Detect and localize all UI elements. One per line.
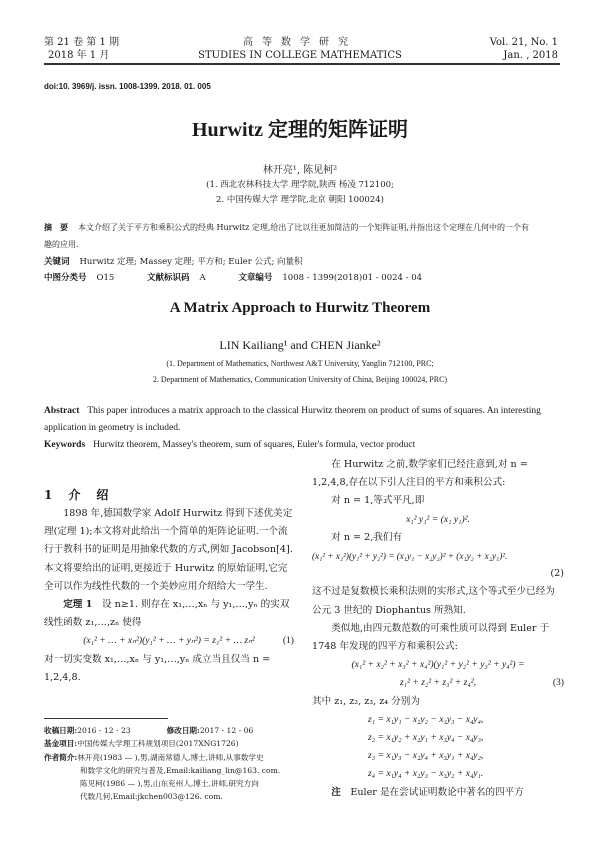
title-en: A Matrix Approach to Hurwitz Theorem <box>169 300 431 316</box>
bio-2a: 陈见柯(1986 — ),男,山东兖州人,博士,讲师,研究方向 <box>80 779 259 789</box>
classification-info <box>44 271 422 283</box>
revised-date: 2017 - 12 - 06 <box>199 726 254 735</box>
z4-equation: z₄ = x₁y₄ + x₂y₃ − x₃y₂ + x₄y₁. <box>368 768 484 780</box>
case-n2-intro: 对 n = 2,我们有 <box>331 531 403 543</box>
footnote-rule <box>44 718 168 719</box>
note-paragraph <box>312 784 564 802</box>
affiliation-1-en: (1. Department of Mathematics, Northwest A&T University, Yanglin 712100, PRC; <box>166 359 434 368</box>
affiliation-1-cn: (1. 西北农林科技大学 理学院,陕西 杨凌 712100; <box>206 180 394 190</box>
bio-2b: 代数几何,Email:jkchen003@126. com. <box>80 792 223 802</box>
bio-1a: 林开亮(1983 — ),男,湖南常德人,博士,讲师,从事数学史 <box>77 752 264 762</box>
date-en: Jan. , 2018 <box>503 50 558 61</box>
left-column <box>44 505 294 687</box>
clc-label: 中图分类号 <box>44 272 87 282</box>
equation-3-number: (3) <box>552 677 564 689</box>
theorem-label: 定理 1 <box>63 599 93 611</box>
abstract-cn-text: 本文介绍了关于平方和乘积公式的经典 Hurwitz 定理,给出了比以往更加简洁的一个矩阵证明,并指出这个定理在几何中的一个有趣的应用. <box>44 223 529 249</box>
keywords-cn-text: Hurwitz 定理; Massey 定理; 平方和; Euler 公式; 向量积 <box>79 257 303 267</box>
z3-equation: z₃ = x₁y₃ − x₂y₄ + x₃y₁ + x₄y₂, <box>368 750 484 762</box>
article-no-label: 文章编号 <box>238 272 273 282</box>
fund-label: 基金项目: <box>44 739 78 749</box>
title-cn: Hurwitz 定理的矩阵证明 <box>191 119 409 141</box>
doc-code-value: A <box>199 273 206 283</box>
affiliation-2-cn: 2. 中国传媒大学 理学院,北京 朝阳 100024) <box>216 195 384 205</box>
equation-2: (x₁² + x₂²)(y₁² + y₂²) = (x₁y₁ − x₂y₂)² + (x₁y₂ + x₂y₁)². <box>312 551 508 562</box>
journal-name-en: STUDIES IN COLLEGE MATHEMATICS <box>198 50 402 61</box>
affiliations-cn <box>0 178 600 208</box>
abstract-en-block <box>44 403 560 437</box>
affiliation-2-en: 2. Department of Mathematics, Communication University of China, Beijing 100024, PRC) <box>152 375 448 384</box>
doc-code-label: 文献标识码 <box>147 272 190 282</box>
keywords-en-label: Keywords <box>44 440 86 450</box>
equation-3-line1: (x₁² + x₂² + x₃² + x₄²)(y₁² + y₂² + y₃² + y₄²) = <box>351 659 525 671</box>
theorem-condition: 对一切实变数 x₁,…,xₙ 与 y₁,…,yₙ 成立当且仅当 n = 1,2,4,8. <box>44 653 271 683</box>
equation-1-body: (x₁² + … + xₙ²)(y₁² + … + yₙ²) = z₁² + … zₙ² <box>83 635 255 647</box>
abstract-cn <box>44 219 534 253</box>
note-text: Euler 是在尝试证明数论中著名的四平方 <box>350 786 524 798</box>
keywords-en-block <box>44 437 560 454</box>
equation-1-number: (1) <box>282 635 294 647</box>
fund-text: 中国传媒大学理工科规划项目(2017XNG1726) <box>77 739 239 749</box>
journal-volume-en <box>490 36 558 62</box>
keywords-cn-label: 关键词 <box>44 256 70 266</box>
before-hurwitz-paragraph: 在 Hurwitz 之前,数学家们已经注意到,对 n = 1,2,4,8,存在以下引人注目的平方和乘积公式: <box>312 459 528 489</box>
theorem-1 <box>44 596 294 632</box>
received-date: 2016 - 12 - 23 <box>77 726 131 735</box>
theorem-text: 设 n≥1. 则存在 x₁,…,xₙ 与 y₁,…,yₙ 的实双线性函数 z₁,…,zₙ 使得 <box>44 599 290 629</box>
z-intro: 其中 z₁, z₂, z₃, z₄ 分别为 <box>312 695 420 707</box>
header-rule <box>44 63 560 65</box>
intro-paragraph: 1898 年,德国数学家 Adolf Hurwitz 得到下述优美定理(定理 1);本文将对此给出一个简单的矩阵论证明.一个流行于教科书的证明是用抽象代数的方式,例如 Jacobson[4].本文将要给出的证明,更接近于 Hurwitz 的原始证明,它完全可以作为线性代数的一个美妙应用介绍给大一学生. <box>44 508 293 592</box>
equation-3-line2 <box>312 674 564 692</box>
right-column <box>312 456 564 802</box>
doi[interactable]: doi:10. 3969/j. issn. 1008-1399. 2018. 01. 005 <box>44 82 211 91</box>
abstract-cn-label: 摘 要 <box>44 223 68 232</box>
journal-name-cn: 高等数学研究 <box>243 37 357 48</box>
date-cn: 2018 年 1 月 <box>48 50 110 61</box>
equation-1 <box>44 632 294 650</box>
keywords-en-text: Hurwitz theorem, Massey's theorem, sum of squares, Euler's formula, vector product <box>93 440 416 450</box>
abstract-en-label: Abstract <box>44 406 80 416</box>
bio-1b: 和数学文化的研究与普及,Email:kailiang_lin@163. com. <box>80 765 281 775</box>
diophantus-paragraph: 这不过是复数模长乘积法则的实形式,这个等式至少已经为公元 3 世纪的 Diophantus 所熟知. <box>312 586 555 616</box>
revised-label: 修改日期: <box>166 726 200 735</box>
dates-line <box>44 724 294 737</box>
received-label: 收稿日期: <box>44 726 78 735</box>
note-label: 注 <box>331 786 341 798</box>
volume-issue-en: Vol. 21, No. 1 <box>489 37 558 48</box>
affiliations-en <box>0 356 600 388</box>
fund-line <box>44 737 294 750</box>
bio-label: 作者简介: <box>44 752 78 762</box>
euler-paragraph: 类似地,由四元数范数的可乘性质可以得到 Euler 于 1748 年发现的四平方和乘积公式: <box>312 622 550 653</box>
volume-issue-cn: 第 21 卷 第 1 期 <box>44 37 119 48</box>
clc-value: O15 <box>96 273 115 283</box>
section-heading <box>44 486 110 503</box>
abstract-en <box>44 403 560 454</box>
equation-3-rhs: z₁² + z₂² + z₃² + z₄², <box>400 677 476 689</box>
z2-equation: z₂ = x₁y₂ + x₂y₁ + x₃y₄ − x₄y₃, <box>368 732 484 744</box>
z1-equation: z₁ = x₁y₁ − x₂y₂ − x₃y₃ − x₄y₄, <box>368 713 484 725</box>
case-n1-intro: 对 n = 1,等式平凡,即 <box>331 495 425 507</box>
equation-2-number: (2) <box>550 568 564 580</box>
authors-en: LIN Kailiang¹ and CHEN Jianke² <box>219 338 381 352</box>
keywords-cn <box>44 255 303 267</box>
section-title: 介 绍 <box>68 488 111 502</box>
equation-n1: x₁² y₁² = (x₁ y₁)². <box>406 513 470 525</box>
section-number: 1 <box>44 488 55 502</box>
footnotes <box>44 724 294 804</box>
article-no-value: 1008 - 1399(2018)01 - 0024 - 04 <box>282 273 423 283</box>
abstract-en-text: This paper introduces a matrix approach to the classical Hurwitz theorem on product of sums of squares. An interesting application in geometry is included. <box>44 406 541 433</box>
authors-cn: 林开亮¹, 陈见柯² <box>262 165 338 176</box>
bio-line <box>44 751 294 764</box>
